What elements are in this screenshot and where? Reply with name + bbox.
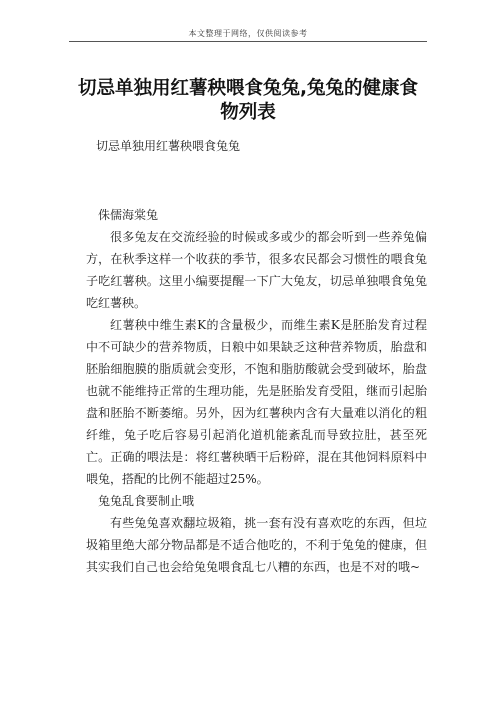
page-header-note: 本文整理于网络，仅供阅读参考 (188, 29, 308, 38)
section-heading: 兔兔乱食要制止哦 (98, 494, 195, 508)
paragraph-garbage: 有些兔兔喜欢翻垃圾箱，挑一套有没有喜欢吃的东西，但垃圾箱里绝大部分物品都是不适合他吃的，不利于兔兔的健康，但其实我们自己也会给兔兔喂食乱七八糟的东西，也是不对的哦~ (86, 516, 427, 574)
header-divider (69, 41, 427, 42)
paragraph-intro: 很多兔友在交流经验的时候或多或少的都会听到一些养兔偏方，在秋季这样一个收获的季节，很多农民都会习惯性的喂食兔子吃红薯秧。这里小编要提醒一下广大兔友，切忌单独喂食兔兔吃红薯秧。 (86, 230, 427, 310)
document-title: 切忌单独用红薯秧喂食兔兔,兔兔的健康食物列表 (77, 78, 419, 123)
paragraph-vitamin-k: 红薯秧中维生素K的含量极少，而维生素K是胚胎发育过程中不可缺少的营养物质，日粮中如果缺乏这种营养物质，胎盘和胚胎细胞膜的脂质就会变形，不饱和脂肪酸就会受到破坏，胎盘也就不能维持正常的生理功能，先是胚胎发育受阻，继而引起胎盘和胚胎不断萎缩。另外，因为红薯秧内含有大量难以消化的粗纤维，兔子吃后容易引起消化道机能紊乱而导致拉肚，甚至死亡。正确的喂法是：将红薯秧晒干后粉碎，混在其他饲料原料中喂兔，搭配的比例不能超过25%。 (86, 318, 427, 486)
document-subtitle: 切忌单独用红薯秧喂食兔兔 (96, 139, 241, 153)
document-body (86, 204, 427, 578)
author-line: 侏儒海棠兔 (98, 208, 159, 222)
